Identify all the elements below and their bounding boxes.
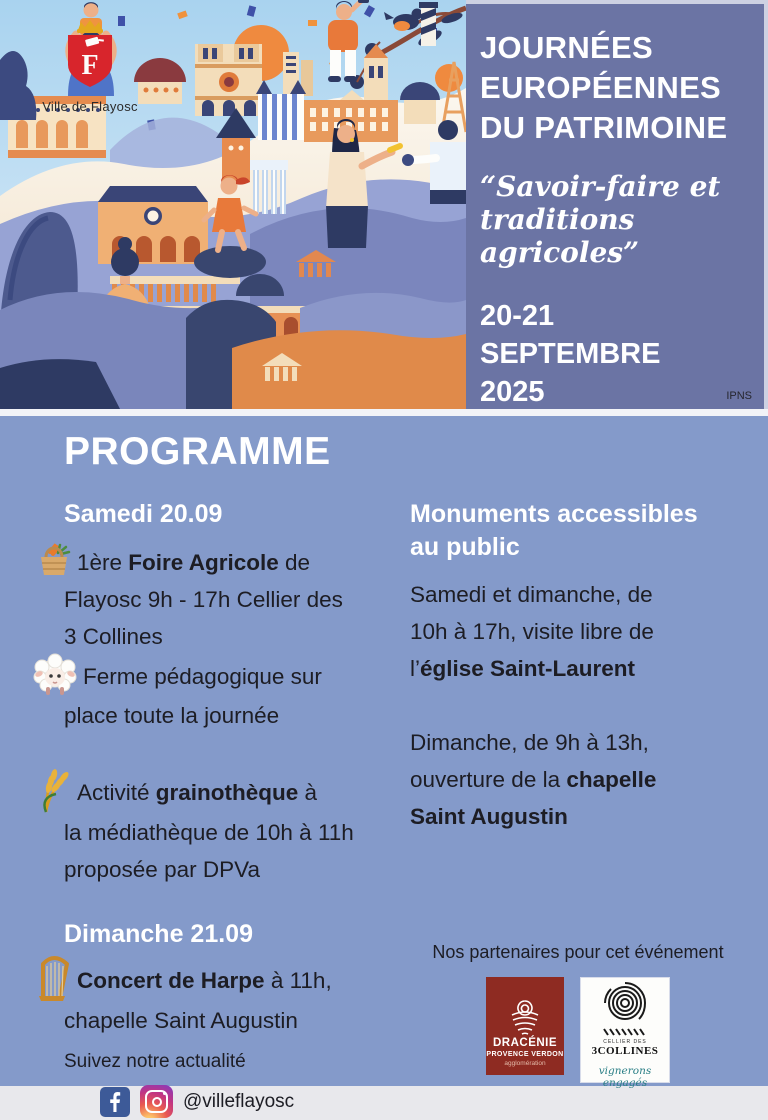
title-panel bbox=[466, 0, 768, 409]
cellier-3-collines-logo: CELLIER DES 3COLLINES vignerons engagés bbox=[580, 977, 670, 1083]
program-section bbox=[0, 416, 768, 1112]
sunday-heading: Dimanche 21.09 bbox=[64, 920, 253, 948]
saturday-heading: Samedi 20.09 bbox=[64, 500, 223, 528]
social-handle[interactable]: @villeflayosc bbox=[183, 1091, 295, 1112]
svg-text:F: F bbox=[81, 50, 99, 81]
top-section bbox=[0, 0, 768, 409]
print-note: IPNS bbox=[726, 390, 752, 402]
follow-us-label: Suivez notre actualité bbox=[64, 1051, 246, 1072]
program-item-ferme-pedagogique: Ferme pédagogique sur place toute la journée bbox=[64, 655, 416, 734]
event-dates: 20-21 SEPTEMBRE 2025 bbox=[480, 300, 661, 408]
program-left-column bbox=[64, 498, 416, 1120]
facebook-icon[interactable] bbox=[100, 1087, 130, 1117]
flayosc-crest-icon bbox=[61, 18, 119, 92]
dracenie-shield-icon bbox=[508, 997, 542, 1037]
monuments-heading: Monuments accessibles au public bbox=[410, 500, 698, 561]
monuments-column bbox=[410, 498, 746, 835]
dracenie-logo: DRACÉNIE PROVENCE VERDON agglomération bbox=[486, 977, 564, 1075]
basket-icon bbox=[36, 543, 72, 579]
instagram-icon[interactable] bbox=[140, 1085, 173, 1118]
sheep-icon bbox=[32, 655, 78, 697]
fingerprint-icon bbox=[594, 981, 656, 1039]
wheat-icon bbox=[34, 770, 72, 814]
program-heading: PROGRAMME bbox=[64, 430, 331, 473]
city-name: Ville de Flayosc bbox=[42, 99, 138, 114]
poster-title: JOURNÉES EUROPÉENNES DU PATRIMOINE bbox=[480, 30, 728, 145]
heritage-illustration bbox=[0, 0, 466, 409]
monuments-paragraph-church: Samedi et dimanche, de 10h à 17h, visite libre de l’église Saint-Laurent bbox=[410, 582, 654, 681]
section-divider bbox=[0, 409, 768, 416]
partners-heading: Nos partenaires pour cet événement bbox=[432, 942, 724, 962]
partners-block bbox=[410, 940, 746, 1089]
program-item-concert-harpe: Concert de Harpe à 11h, chapelle Saint Augustin bbox=[64, 956, 416, 1039]
program-item-grainotheque: Activité grainothèque à la médiathèque de 10h à 11h proposée par DPVa bbox=[64, 770, 416, 888]
poster-theme: “Savoir-faire et traditions agricoles” bbox=[480, 170, 721, 269]
partner-logos bbox=[410, 977, 746, 1089]
ville-de-flayosc-logo bbox=[28, 18, 152, 114]
program-item-foire-agricole: 1ère Foire Agricole de Flayosc 9h - 17h Cellier des 3 Collines bbox=[64, 543, 416, 655]
monuments-paragraph-chapel: Dimanche, de 9h à 13h, ouverture de la chapelle Saint Augustin bbox=[410, 730, 657, 829]
harp-icon bbox=[36, 956, 72, 1002]
social-links bbox=[100, 1083, 416, 1120]
